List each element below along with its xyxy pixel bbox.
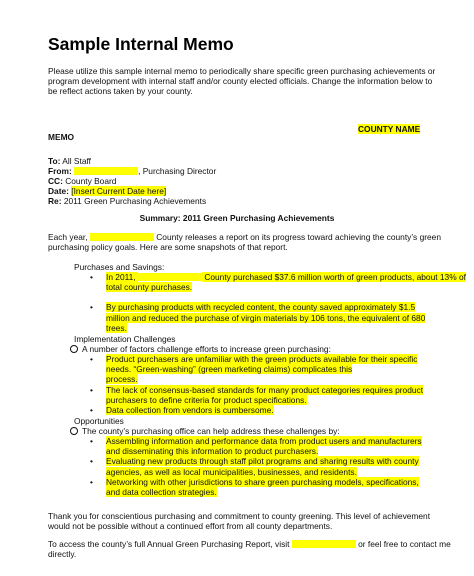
- intro-line: program development with internal staff and/or county elected officials. Change the information below to: [48, 76, 433, 87]
- purchases-b1-line2: total county purchases.: [106, 282, 193, 293]
- bullet-icon: •: [90, 354, 93, 364]
- to-label: To:: [48, 156, 61, 166]
- intro-line: Please utilize this sample internal memo to periodically share specific green purchasing achievements or: [48, 66, 436, 76]
- re-row: [48, 196, 216, 206]
- purchases-b1-line1: County purchased $37.6 million worth of green products, about 13% of: [204, 272, 466, 282]
- access-paragraph: [48, 539, 451, 560]
- to-row: [48, 156, 216, 166]
- list-item: [90, 302, 426, 333]
- date-label: Date:: [48, 186, 69, 196]
- intro-line: be reflect actions taken by your county.: [48, 86, 193, 97]
- each-year-paragraph: [48, 232, 441, 253]
- thanks-line: would not be possible without a continued effort from all county departments.: [48, 521, 333, 532]
- purchases-b2-line3: trees.: [106, 322, 127, 333]
- bullet-icon: •: [90, 302, 93, 313]
- from-name-blank: [74, 167, 138, 175]
- county-blank: [138, 273, 202, 281]
- circle-bullet-icon: [70, 345, 78, 353]
- list-item: • Product purchasers are unfamiliar with the green products available for their specific needs. “Green-washing” (green marketing claims) complicates this process.: [90, 354, 418, 385]
- purchases-b2-line1: By purchasing products with recycled content, the county saved approximately $1.5: [106, 302, 416, 313]
- re-label: Re:: [48, 196, 62, 206]
- bullet-icon: •: [90, 436, 93, 446]
- from-row: [48, 166, 216, 176]
- from-value: , Purchasing Director: [138, 166, 217, 176]
- opportunities-list: [90, 436, 420, 497]
- to-value: All Staff: [60, 156, 91, 166]
- access-line: To access the county’s full Annual Green Purchasing Report, visit or feel free to contact me: [48, 539, 451, 549]
- cc-row: [48, 176, 216, 186]
- list-item: • Evaluating new products through staff pilot programs and sharing results with county agencies, as well as local municipalities, businesses, and residents.: [90, 456, 419, 477]
- bullet-icon: •: [90, 272, 93, 282]
- each-year-line: purchasing policy goals. Here are some snapshots of that report.: [48, 242, 288, 253]
- county-blank: [90, 233, 154, 241]
- bullet-icon: •: [90, 476, 93, 487]
- cc-value: County Board: [62, 176, 117, 186]
- summary-title: Summary: 2011 Green Purchasing Achievements: [139, 213, 335, 223]
- each-year-prefix: Each year,: [48, 232, 88, 242]
- purchases-b2-line2: million and reduced the purchase of virgin materials by 106 tons, the equivalent of 680: [106, 312, 426, 323]
- list-item: • Networking with other jurisdictions to share green purchasing models, specifications, and data collection strategies.: [90, 476, 419, 498]
- list-item: [90, 272, 466, 293]
- cc-label: CC:: [48, 176, 63, 186]
- thanks-paragraph: [48, 511, 431, 532]
- date-value: [Insert Current Date here]: [71, 186, 167, 196]
- list-item: • Data collection from vendors is cumbersome.: [90, 405, 274, 416]
- bullet-icon: •: [90, 405, 93, 416]
- list-item: • The lack of consensus-based standards for many product categories requires product purchasers to define criteria for product specifications.: [90, 384, 424, 405]
- purchases-b1-prefix: In 2011,: [106, 272, 136, 282]
- re-value: 2011 Green Purchasing Achievements: [61, 196, 207, 206]
- purchases-list: [90, 272, 466, 333]
- url-blank: [292, 540, 356, 548]
- purchases-heading: Purchases and Savings:: [74, 262, 165, 272]
- county-name-placeholder: COUNTY NAME: [358, 124, 421, 134]
- date-row: [48, 186, 216, 196]
- each-year-text: County releases a report on its progress toward achieving the county’s green: [156, 232, 441, 242]
- list-item: • Assembling information and performance data from product users and manufacturers and disseminating this information to product purchasers.: [90, 436, 422, 457]
- each-year-line: [48, 232, 441, 242]
- opportunities-heading: Opportunities: [74, 416, 124, 426]
- opportunities-intro: The county’s purchasing office can help address these challenges by:: [82, 426, 340, 436]
- implementation-list: [90, 354, 424, 416]
- intro-paragraph: [48, 66, 436, 97]
- page-title: Sample Internal Memo: [48, 34, 234, 54]
- implementation-heading: Implementation Challenges: [74, 334, 176, 344]
- memo-label: MEMO: [48, 132, 75, 142]
- from-label: From:: [48, 166, 72, 176]
- thanks-line: Thank you for conscientious purchasing and commitment to county greening. This level of achievement: [48, 511, 431, 521]
- access-line: directly.: [48, 549, 77, 560]
- implementation-intro: A number of factors challenge efforts to increase green purchasing:: [82, 344, 331, 354]
- bullet-icon: •: [90, 384, 93, 395]
- memo-header: [48, 156, 216, 206]
- circle-bullet-icon: [70, 427, 78, 435]
- bullet-icon: •: [90, 456, 93, 467]
